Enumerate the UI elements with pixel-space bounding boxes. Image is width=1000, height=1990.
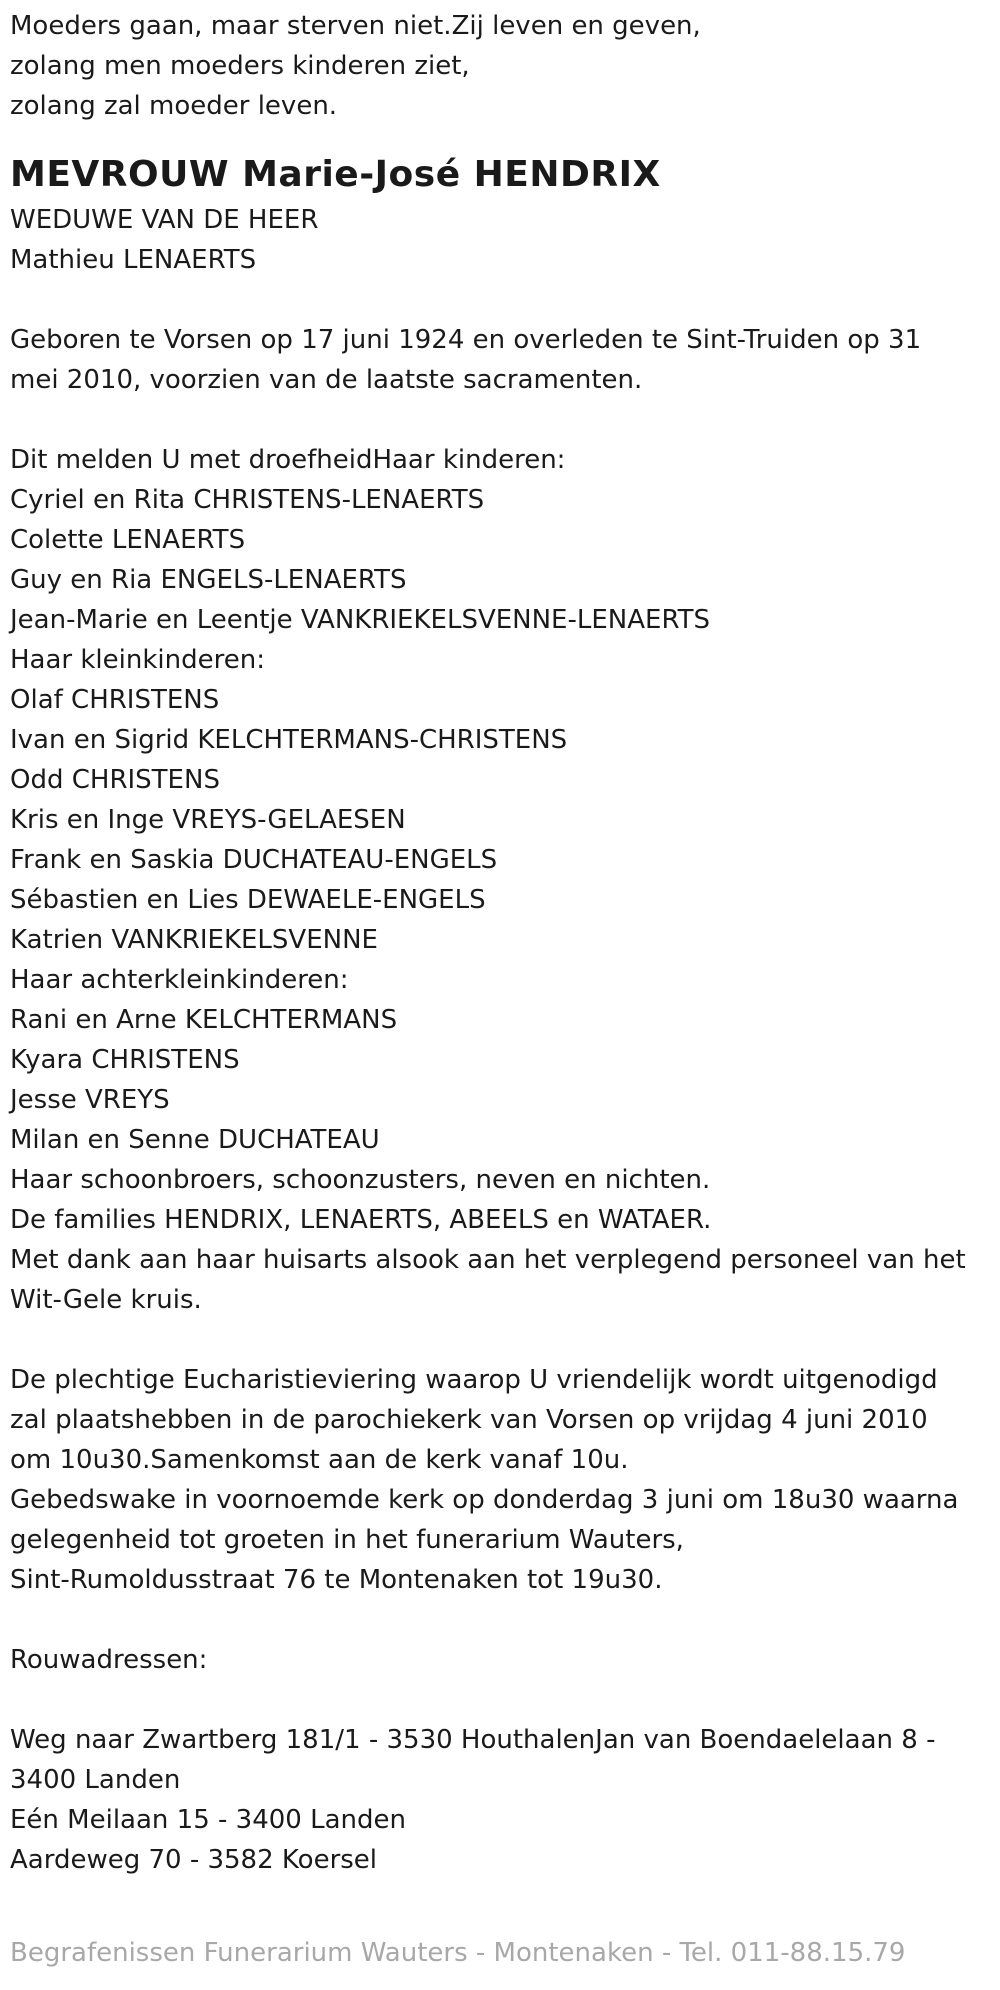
ceremony-line: om 10u30.Samenkomst aan de kerk vanaf 10u. (10, 1445, 629, 1475)
addresses-block (10, 1720, 990, 1880)
ceremony-line: De plechtige Eucharistieviering waarop U vriendelijk wordt uitgenodigd (10, 1365, 938, 1395)
family-line: Dit melden U met droefheidHaar kinderen: (10, 445, 566, 475)
family-line: Cyriel en Rita CHRISTENS-LENAERTS (10, 485, 485, 515)
family-line: Jean-Marie en Leentje VANKRIEKELSVENNE-LENAERTS (10, 605, 711, 635)
family-line: Haar schoonbroers, schoonzusters, neven en nichten. (10, 1165, 711, 1195)
family-line: Guy en Ria ENGELS-LENAERTS (10, 565, 407, 595)
family-line: Haar kleinkinderen: (10, 645, 265, 675)
family-line: De families HENDRIX, LENAERTS, ABEELS en WATAER. (10, 1205, 712, 1235)
birth-death-line: mei 2010, voorzien van de laatste sacramenten. (10, 365, 643, 395)
poem-line: zolang zal moeder leven. (10, 91, 338, 121)
family-line: Kris en Inge VREYS-GELAESEN (10, 805, 406, 835)
family-block (10, 440, 990, 1320)
obituary-document (10, 6, 990, 1880)
family-line: Katrien VANKRIEKELSVENNE (10, 925, 378, 955)
address-line: Eén Meilaan 15 - 3400 Landen (10, 1805, 406, 1835)
family-line: Kyara CHRISTENS (10, 1045, 240, 1075)
funeral-home-footer: Begrafenissen Funerarium Wauters - Montenaken - Tel. 011-88.15.79 (10, 1938, 906, 1968)
family-line: Milan en Senne DUCHATEAU (10, 1125, 380, 1155)
family-line: Haar achterkleinkinderen: (10, 965, 349, 995)
poem-block (10, 6, 990, 126)
address-line: 3400 Landen (10, 1765, 181, 1795)
family-line: Rani en Arne KELCHTERMANS (10, 1005, 398, 1035)
family-line: Met dank aan haar huisarts alsook aan het verplegend personeel van het (10, 1245, 966, 1275)
ceremony-line: Gebedswake in voornoemde kerk op donderdag 3 juni om 18u30 waarna (10, 1485, 959, 1515)
address-line: Weg naar Zwartberg 181/1 - 3530 HouthalenJan van Boendaelelaan 8 - (10, 1725, 936, 1755)
birth-death-line: Geboren te Vorsen op 17 juni 1924 en overleden te Sint-Truiden op 31 (10, 325, 922, 355)
family-line: Jesse VREYS (10, 1085, 170, 1115)
family-line: Sébastien en Lies DEWAELE-ENGELS (10, 885, 486, 915)
family-line: Frank en Saskia DUCHATEAU-ENGELS (10, 845, 498, 875)
family-line: Wit-Gele kruis. (10, 1285, 202, 1315)
address-line: Aardeweg 70 - 3582 Koersel (10, 1845, 378, 1875)
addresses-heading: Rouwadressen: (10, 1645, 208, 1675)
family-line: Ivan en Sigrid KELCHTERMANS-CHRISTENS (10, 725, 568, 755)
family-line: Colette LENAERTS (10, 525, 246, 555)
ceremony-line: gelegenheid tot groeten in het funerarium Wauters, (10, 1525, 684, 1555)
widow-line: Mathieu LENAERTS (10, 245, 257, 275)
widow-line: WEDUWE VAN DE HEER (10, 205, 319, 235)
family-line: Odd CHRISTENS (10, 765, 220, 795)
deceased-name: MEVROUW Marie-José HENDRIX (10, 154, 661, 195)
ceremony-line: Sint-Rumoldusstraat 76 te Montenaken tot 19u30. (10, 1565, 663, 1595)
birth-death-block (10, 320, 990, 400)
poem-line: zolang men moeders kinderen ziet, (10, 51, 470, 81)
ceremony-line: zal plaatshebben in de parochiekerk van Vorsen op vrijdag 4 juni 2010 (10, 1405, 928, 1435)
family-line: Olaf CHRISTENS (10, 685, 220, 715)
poem-line: Moeders gaan, maar sterven niet.Zij leven en geven, (10, 11, 701, 41)
widow-block (10, 200, 990, 280)
ceremony-block (10, 1360, 990, 1600)
